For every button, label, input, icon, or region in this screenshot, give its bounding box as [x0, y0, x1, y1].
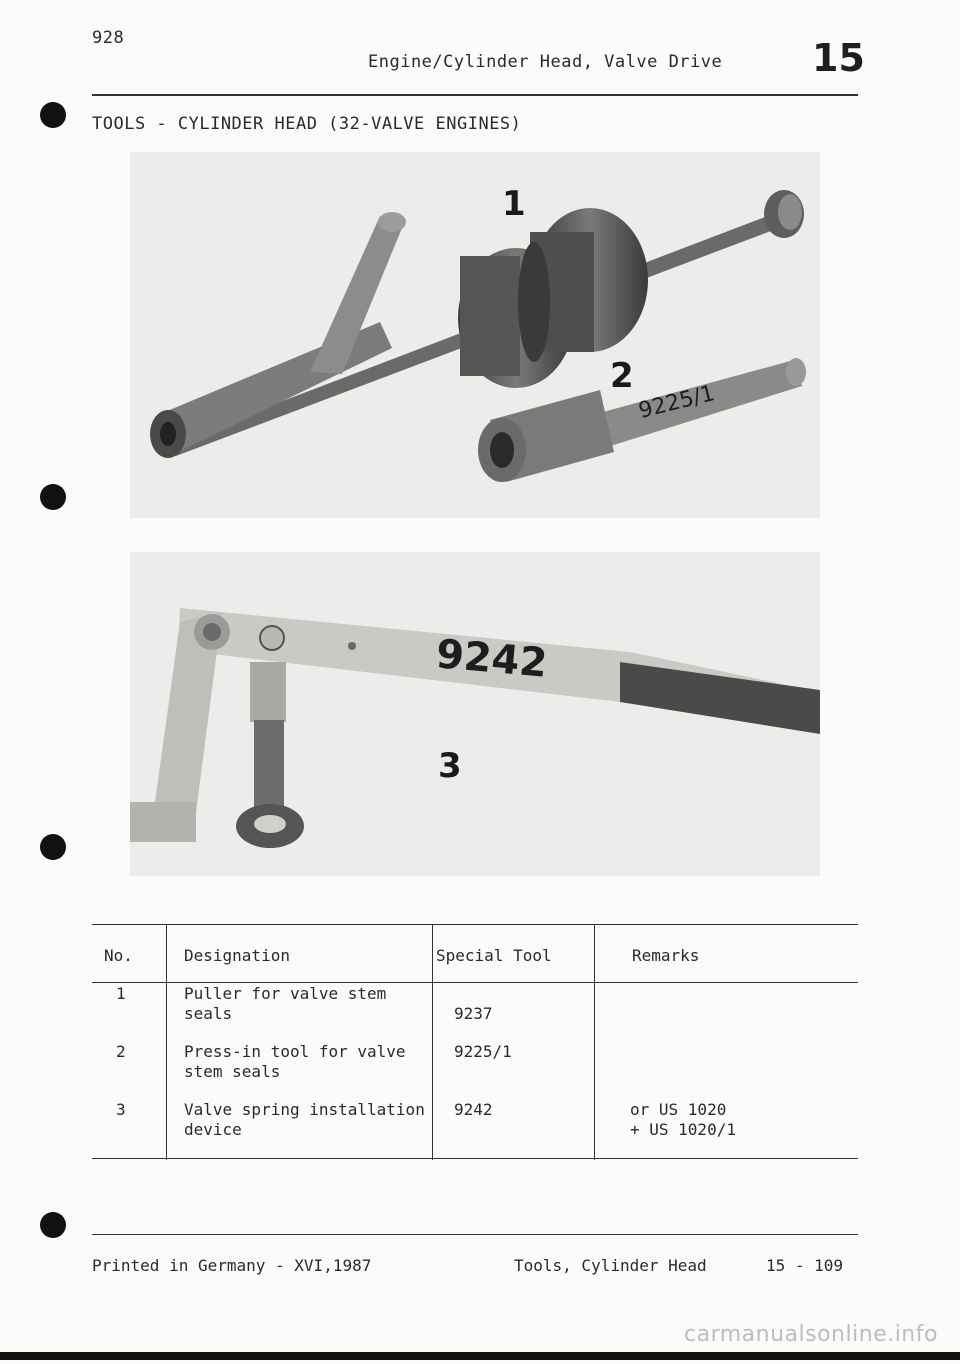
watermark: carmanualsonline.info	[684, 1322, 938, 1347]
tool-illustration-puller-press-in	[130, 152, 820, 518]
table-column-divider	[432, 924, 433, 1160]
model-number: 928	[92, 28, 125, 48]
punch-hole-icon	[40, 102, 66, 128]
tool-illustration-valve-spring-device	[130, 552, 820, 876]
tool-engraving-9242: 9242	[434, 631, 550, 687]
column-header-remarks: Remarks	[632, 946, 700, 965]
callout-1: 1	[502, 184, 526, 224]
table-row-1-tool: 9237	[454, 1004, 493, 1023]
section-title: TOOLS - CYLINDER HEAD (32-VALVE ENGINES)	[92, 114, 522, 134]
footer-page-number: 15 - 109	[766, 1256, 844, 1275]
header-title: Engine/Cylinder Head, Valve Drive	[368, 52, 723, 72]
table-row-3-designation: Valve spring installation device	[184, 1100, 425, 1139]
table-top-rule	[92, 924, 858, 925]
table-row-3-remarks: or US 1020 + US 1020/1	[630, 1100, 736, 1139]
table-row-2-no: 2	[116, 1042, 126, 1061]
punch-hole-icon	[40, 834, 66, 860]
punch-hole-icon	[40, 484, 66, 510]
table-column-divider	[594, 924, 595, 1160]
footer-printed: Printed in Germany - XVI,1987	[92, 1256, 372, 1275]
table-header-rule	[92, 982, 858, 983]
table-row-1-no: 1	[116, 984, 126, 1003]
table-column-divider	[166, 924, 167, 1160]
table-row-1-designation: Puller for valve stem seals	[184, 984, 387, 1023]
table-row-2-designation: Press-in tool for valve stem seals	[184, 1042, 406, 1081]
section-number: 15	[812, 36, 865, 80]
column-header-designation: Designation	[184, 946, 290, 965]
table-row-3-no: 3	[116, 1100, 126, 1119]
footer-rule	[92, 1234, 858, 1235]
tool-photo-1	[130, 152, 820, 518]
punch-hole-icon	[40, 1212, 66, 1238]
callout-3: 3	[438, 746, 462, 786]
table-row-3-tool: 9242	[454, 1100, 493, 1119]
footer-topic: Tools, Cylinder Head	[514, 1256, 707, 1275]
tool-engraving-9225-1: 9225/1	[636, 381, 718, 424]
tools-table	[92, 924, 858, 1160]
table-bottom-rule	[92, 1158, 858, 1159]
table-row-2-tool: 9225/1	[454, 1042, 512, 1061]
bottom-bar	[0, 1352, 960, 1360]
tool-photo-2	[130, 552, 820, 876]
callout-2: 2	[610, 356, 634, 396]
header-rule	[92, 94, 858, 96]
column-header-special-tool: Special Tool	[436, 946, 552, 965]
column-header-no: No.	[104, 946, 133, 965]
